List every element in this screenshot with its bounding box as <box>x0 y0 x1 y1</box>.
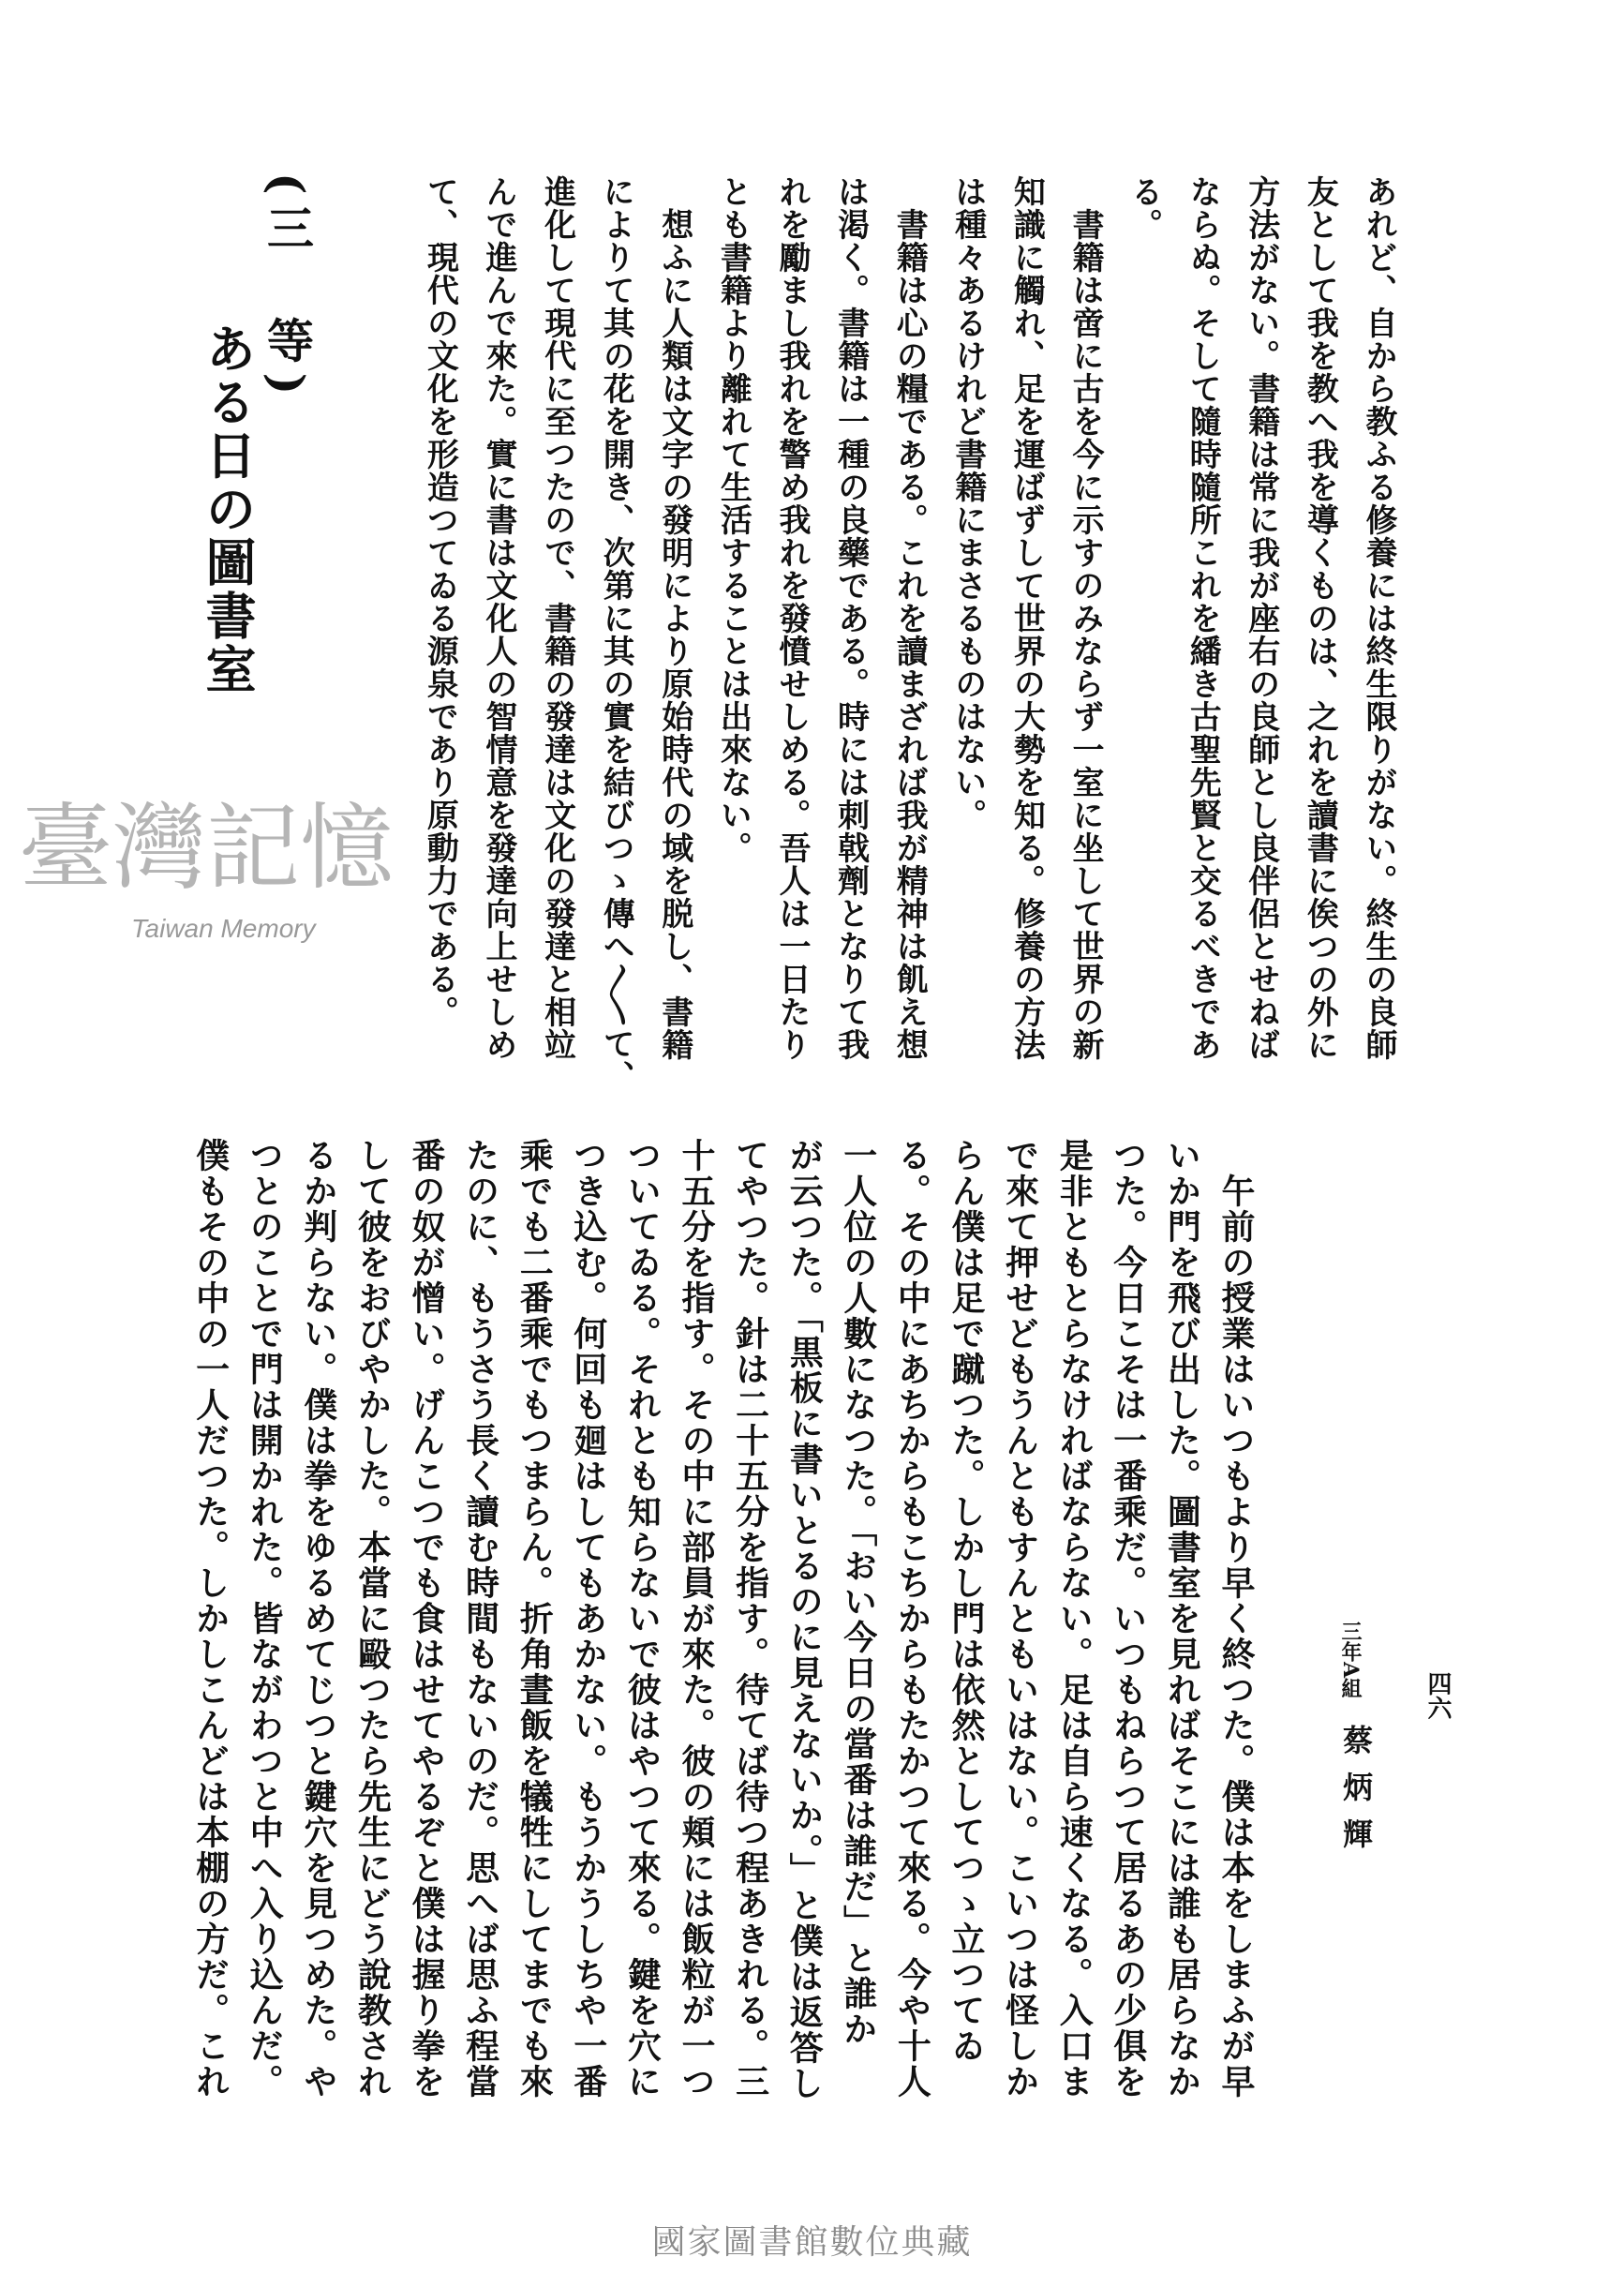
text-column: 書籍は啻に古を今に示すのみならず一室に坐して世界の新 <box>1066 175 1104 1061</box>
text-column: 想ふに人類は文字の發明により原始時代の域を脱し、書籍 <box>655 175 693 1061</box>
text-column: 進化して現代に至つたので、書籍の發達は文化の發達と相竝 <box>538 175 576 1061</box>
author-class: 三年A組 <box>1338 1621 1363 1699</box>
text-column: るか判らない。僕は拳をゆるめてじつと鍵穴を見つめた。や <box>298 1138 338 2100</box>
text-column: て、現代の文化を形造つてゐる源泉であり原動力である。 <box>421 175 459 1028</box>
text-column: てやつた。針は二十五分を指す。待てば待つ程あきれる。三 <box>730 1138 770 2100</box>
text-column: が云つた。「黒板に書いとるのに見えないか。」と僕は返答し <box>784 1138 825 2101</box>
text-column: らん僕は足で蹴つた。しかし門は依然としてつゝ立つてゐ <box>946 1138 986 2064</box>
text-column: 書籍は心の糧である。これを讀まざれば我が精神は飢え想 <box>890 175 929 1061</box>
text-column: 乘でも二番乘でもつまらん。折角晝飯を犠牲にしてまでも來 <box>514 1138 555 2100</box>
text-column: んで進んで來た。實に書は文化人の智情意を發達向上せしめ <box>480 175 517 1061</box>
text-column: ついてゐる。それとも知らないで彼はやつて來る。鍵を穴に <box>622 1138 663 2100</box>
author-name: 蔡炳輝 <box>1338 1725 1374 1865</box>
text-column: つき込む。何回も廻はしてもあかない。もうかうしちや一番 <box>568 1138 608 2100</box>
text-column: は種々あるけれど書籍にまさるものはない。 <box>948 175 987 831</box>
watermark-cjk: 臺灣記憶 <box>19 793 394 903</box>
text-column: 番の奴が憎い。げんこつでも食はせてやるぞと僕は握り拳を <box>407 1138 446 2100</box>
text-column: る。その中にあちからもこちからもたかつて來る。今や十人 <box>892 1138 932 2100</box>
text-column: る。 <box>1125 175 1163 241</box>
footer-collection-label: 國家圖書館數位典藏 <box>651 2222 973 2261</box>
text-column: で來て押せどもうんともすんともいはない。こいつは怪しか <box>1000 1138 1040 2100</box>
text-column: れを勵まし我れを警め我れを發憤せしめる。吾人は一日たり <box>773 175 811 1061</box>
page-number: 四六 <box>1423 1671 1452 1720</box>
text-column: あれど、自から教ふる修養には終生限りがない。終生の良師 <box>1360 175 1397 1061</box>
text-column: によりて其の花を開き、次第に其の實を結びつゝ傳へ〱て、 <box>597 175 635 1093</box>
text-column: とも書籍より離れて生活することは出來ない。 <box>714 175 752 864</box>
text-column: いか門を飛び出した。圖書室を見ればそこには誰も居らなか <box>1162 1138 1202 2100</box>
text-column: つた。今日こそは一番乘だ。いつもねらつて居るあの少俱を <box>1108 1138 1148 2100</box>
text-column: 午前の授業はいつもより早く終つた。僕は本をしまふが早 <box>1216 1138 1256 2100</box>
text-column: 知識に觸れ、足を運ばずして世界の大勢を知る。修養の方法 <box>1007 175 1046 1061</box>
text-column: 一人位の人數になつた。「おい今日の當番は誰だ」と誰か <box>838 1138 878 2047</box>
text-column: 友として我を教へ我を導くものは、之れを讀書に俟つの外に <box>1301 175 1339 1061</box>
essay-title: ある日の圖書室 <box>198 322 258 696</box>
text-column: は渇く。書籍は一種の良藥である。時には刺戟劑となりて我 <box>831 175 870 1061</box>
text-column: 僕もその中の一人だつた。しかしこんどは本棚の方だ。これ <box>190 1138 231 2100</box>
text-column: 是非ともとらなければならない。足は自ら速くなる。入口ま <box>1054 1138 1095 2100</box>
text-column: 方法がない。書籍は常に我が座右の良師とし良伴侶とせねば <box>1242 175 1280 1061</box>
essay-grade-label: (三 等) <box>260 172 315 405</box>
taiwan-memory-watermark <box>19 793 412 965</box>
text-column: 十五分を指す。その中に部員が來た。彼の頬には飯粒が一つ <box>677 1138 716 2100</box>
text-column: ならぬ。そして隨時隨所これを繙き古聖先賢と交るべきであ <box>1184 175 1222 1061</box>
text-column: たのに、もうさう長く讀む時間もないのだ。思へば思ふ程當 <box>460 1138 500 2100</box>
watermark-en: Taiwan Memory <box>131 914 316 943</box>
text-column: して彼をおびやかした。本當に毆つたら先生にどう說教され <box>352 1138 393 2100</box>
text-column: つとのことで門は開かれた。皆ながわつと中へ入り込んだ。 <box>245 1138 285 2100</box>
